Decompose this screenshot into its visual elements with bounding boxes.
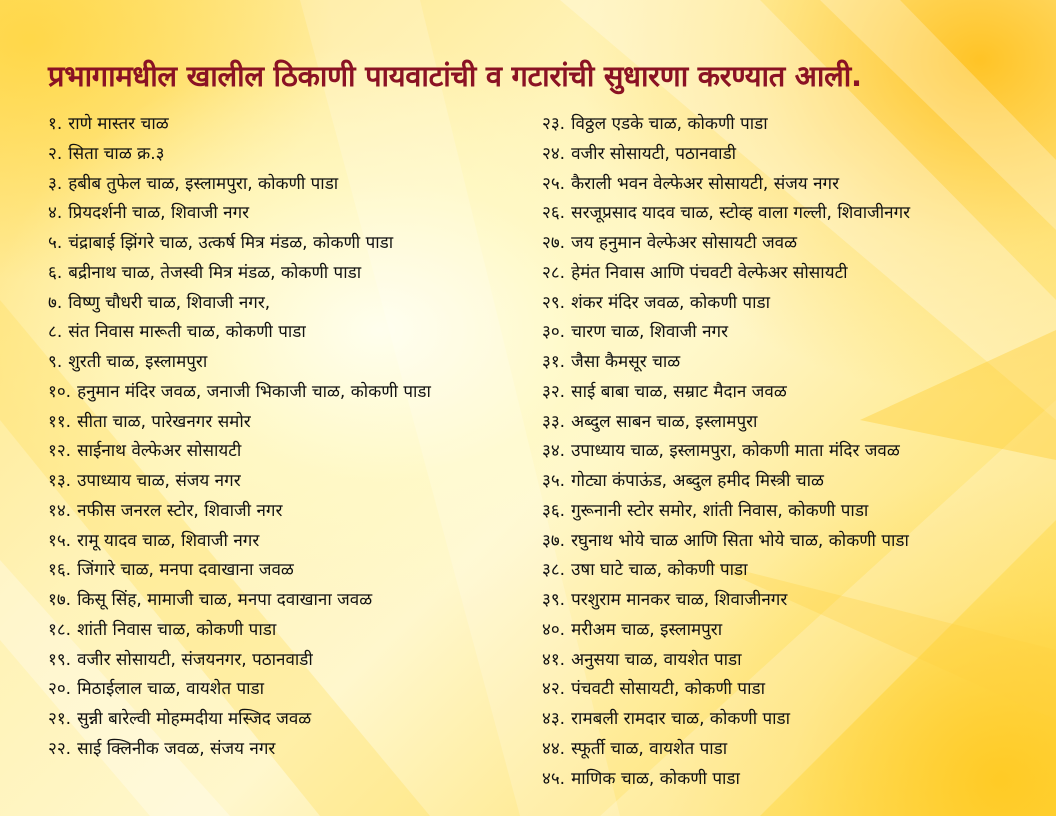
location-number: १९. <box>48 649 72 670</box>
location-text: वजीर सोसायटी, संजयनगर, पठानवाडी <box>77 649 313 670</box>
location-text: पंचवटी सोसायटी, कोकणी पाडा <box>571 679 765 700</box>
location-item <box>48 110 528 140</box>
location-item <box>542 110 1042 140</box>
location-text: हबीब तुफेल चाळ, इस्लामपुरा, कोकणी पाडा <box>68 173 339 194</box>
location-number: ११. <box>48 411 72 432</box>
location-text: वजीर सोसायटी, पठानवाडी <box>571 143 737 164</box>
location-text: शांती निवास चाळ, कोकणी पाडा <box>77 619 277 640</box>
location-text: मिठाईलाल चाळ, वायशेत पाडा <box>77 679 264 700</box>
location-text: रामबली रामदार चाळ, कोकणी पाडा <box>571 709 791 729</box>
page-title: प्रभागामधील खालील ठिकाणी पायवाटांची व गटारांची सुधारणा करण्यात आली. <box>48 59 862 93</box>
location-number: १७. <box>48 590 72 610</box>
location-text: किसू सिंह, मामाजी चाळ, मनपा दवाखाना जवळ <box>77 590 373 610</box>
location-number: ४५. <box>542 768 566 789</box>
location-text: सुन्नी बारेल्वी मोहम्मदीया मस्जिद जवळ <box>77 709 312 729</box>
location-item <box>542 556 1042 586</box>
location-text: हनुमान मंदिर जवळ, जनाजी भिकाजी चाळ, कोकणी पाडा <box>77 381 431 402</box>
location-number: १०. <box>48 381 72 402</box>
location-item <box>48 140 528 170</box>
location-item <box>48 616 528 646</box>
location-number: १३. <box>48 471 72 491</box>
location-item <box>542 229 1042 259</box>
location-number: ३४. <box>542 441 566 462</box>
location-number: ३. <box>48 173 63 194</box>
location-text: गोट्या कंपाऊंड, अब्दुल हमीद मिस्त्री चाळ <box>571 471 824 491</box>
location-item <box>48 586 528 616</box>
location-text: शुरती चाळ, इस्लामपुरा <box>68 352 208 372</box>
location-item <box>542 289 1042 319</box>
location-item <box>48 318 528 348</box>
location-text: संत निवास मारूती चाळ, कोकणी पाडा <box>68 322 306 343</box>
location-number: २८. <box>542 262 566 283</box>
location-text: प्रियदर्शनी चाळ, शिवाजी नगर <box>68 203 250 224</box>
location-item <box>542 348 1042 378</box>
location-number: २९. <box>542 292 566 313</box>
locations-list-left <box>48 110 528 765</box>
location-item <box>48 408 528 438</box>
location-item <box>48 527 528 557</box>
location-number: ६. <box>48 262 63 283</box>
location-item <box>48 675 528 705</box>
location-item <box>48 229 528 259</box>
location-number: ३८. <box>542 560 566 581</box>
location-number: १६. <box>48 560 72 581</box>
location-item <box>542 378 1042 408</box>
location-text: जिंगारे चाळ, मनपा दवाखाना जवळ <box>77 560 294 581</box>
location-text: अनुसया चाळ, वायशेत पाडा <box>571 649 742 670</box>
location-text: साई बाबा चाळ, सम्राट मैदान जवळ <box>571 381 787 402</box>
location-item <box>48 348 528 378</box>
location-number: ३५. <box>542 471 566 491</box>
location-number: २१. <box>48 709 72 729</box>
location-text: कैराली भवन वेल्फेअर सोसायटी, संजय नगर <box>571 173 840 194</box>
location-item <box>48 259 528 289</box>
location-number: ४०. <box>542 619 566 640</box>
location-number: ३२. <box>542 381 566 402</box>
location-text: विष्णु चौधरी चाळ, शिवाजी नगर, <box>68 292 271 313</box>
location-item <box>542 199 1042 229</box>
location-number: ५. <box>48 233 63 253</box>
location-item <box>48 378 528 408</box>
location-text: नफीस जनरल स्टोर, शिवाजी नगर <box>77 500 283 521</box>
location-number: ३७. <box>542 530 566 551</box>
location-text: उषा घाटे चाळ, कोकणी पाडा <box>571 560 748 581</box>
location-item <box>542 646 1042 676</box>
location-text: साई क्लिनीक जवळ, संजय नगर <box>77 738 276 759</box>
location-text: जय हनुमान वेल्फेअर सोसायटी जवळ <box>571 233 798 253</box>
location-text: विठ्ठल एडके चाळ, कोकणी पाडा <box>571 114 768 134</box>
location-text: बद्रीनाथ चाळ, तेजस्वी मित्र मंडळ, कोकणी पाडा <box>68 262 362 283</box>
location-number: २३. <box>542 114 566 134</box>
location-item <box>542 497 1042 527</box>
location-text: माणिक चाळ, कोकणी पाडा <box>571 768 740 789</box>
location-number: २५. <box>542 173 566 194</box>
location-number: ४४. <box>542 738 566 759</box>
location-item <box>542 259 1042 289</box>
location-text: उपाध्याय चाळ, संजय नगर <box>77 471 241 491</box>
location-number: २. <box>48 143 63 164</box>
location-number: ७. <box>48 292 63 313</box>
location-number: १. <box>48 114 63 134</box>
location-item <box>48 437 528 467</box>
location-number: २६. <box>542 203 566 224</box>
location-text: स्फूर्ती चाळ, वायशेत पाडा <box>571 738 728 759</box>
location-number: २०. <box>48 679 72 700</box>
locations-list-right <box>542 110 1042 794</box>
location-text: सीता चाळ, पारेखनगर समोर <box>77 411 251 432</box>
location-text: चारण चाळ, शिवाजी नगर <box>571 322 729 343</box>
location-number: ४३. <box>542 709 566 729</box>
location-item <box>542 675 1042 705</box>
location-number: १८. <box>48 619 72 640</box>
location-item <box>542 467 1042 497</box>
location-text: रघुनाथ भोये चाळ आणि सिता भोये चाळ, कोकणी पाडा <box>571 530 909 551</box>
location-item <box>542 140 1042 170</box>
location-item <box>48 497 528 527</box>
location-number: १२. <box>48 441 72 462</box>
location-number: ३९. <box>542 590 566 610</box>
location-number: ३३. <box>542 411 566 432</box>
location-item <box>542 765 1042 795</box>
location-text: गुरूनानी स्टोर समोर, शांती निवास, कोकणी पाडा <box>571 500 869 521</box>
location-item <box>542 705 1042 735</box>
location-text: मरीअम चाळ, इस्लामपुरा <box>571 619 723 640</box>
location-number: ८. <box>48 322 63 343</box>
location-item <box>48 735 528 765</box>
location-item <box>48 199 528 229</box>
location-text: हेमंत निवास आणि पंचवटी वेल्फेअर सोसायटी <box>571 262 848 283</box>
location-text: राणे मास्तर चाळ <box>68 114 169 134</box>
location-item <box>48 646 528 676</box>
location-number: ४१. <box>542 649 566 670</box>
location-number: ९. <box>48 352 63 372</box>
location-item <box>542 586 1042 616</box>
location-number: २७. <box>542 233 566 253</box>
location-number: २४. <box>542 143 566 164</box>
location-item <box>542 616 1042 646</box>
location-item <box>542 170 1042 200</box>
location-number: ४२. <box>542 679 566 700</box>
location-text: परशुराम मानकर चाळ, शिवाजीनगर <box>571 590 788 610</box>
location-text: साईनाथ वेल्फेअर सोसायटी <box>77 441 242 462</box>
location-item <box>48 705 528 735</box>
location-text: रामू यादव चाळ, शिवाजी नगर <box>77 530 260 551</box>
location-number: ३०. <box>542 322 566 343</box>
location-text: शंकर मंदिर जवळ, कोकणी पाडा <box>571 292 770 313</box>
location-number: ४. <box>48 203 63 224</box>
location-item <box>542 408 1042 438</box>
location-item <box>542 527 1042 557</box>
location-number: १५. <box>48 530 72 551</box>
location-item <box>542 437 1042 467</box>
location-item <box>48 170 528 200</box>
location-number: ३६. <box>542 500 566 521</box>
location-text: उपाध्याय चाळ, इस्लामपुरा, कोकणी माता मंदिर जवळ <box>571 441 900 462</box>
location-number: ३१. <box>542 352 566 372</box>
location-text: जैसा कैमसूर चाळ <box>571 352 681 372</box>
location-item <box>48 467 528 497</box>
location-item <box>542 318 1042 348</box>
location-text: सरजूप्रसाद यादव चाळ, स्टोव्ह वाला गल्ली, शिवाजीनगर <box>571 203 911 224</box>
location-text: अब्दुल साबन चाळ, इस्लामपुरा <box>571 411 758 432</box>
location-item <box>542 735 1042 765</box>
location-text: सिता चाळ क्र.३ <box>68 143 165 164</box>
location-item <box>48 556 528 586</box>
location-text: चंद्राबाई झिंगरे चाळ, उत्कर्ष मित्र मंडळ, कोकणी पाडा <box>68 233 394 253</box>
location-item <box>48 289 528 319</box>
location-number: २२. <box>48 738 72 759</box>
location-number: १४. <box>48 500 72 521</box>
